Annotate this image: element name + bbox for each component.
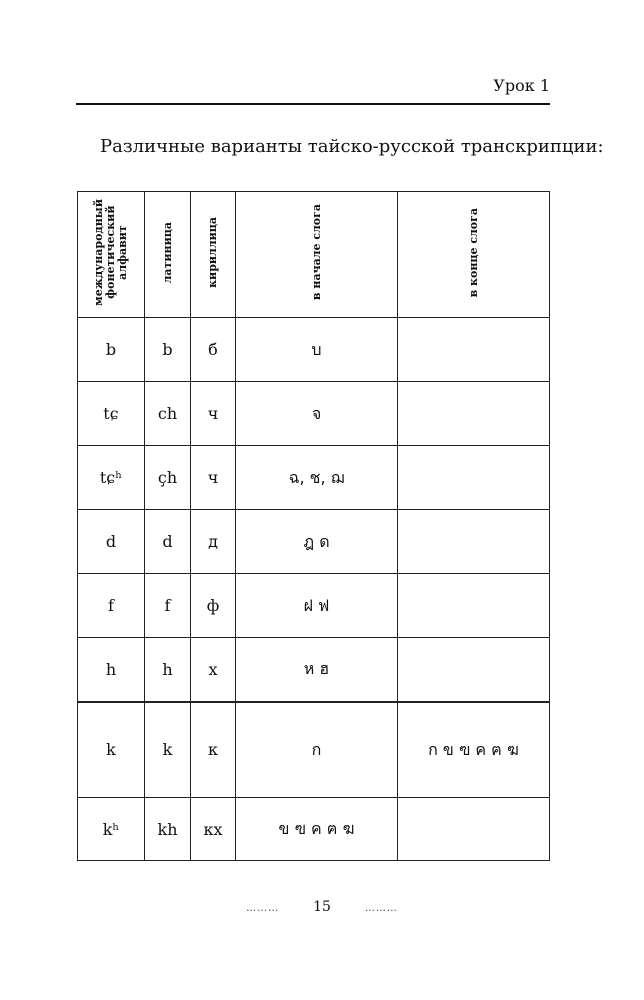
final-cell bbox=[398, 574, 550, 638]
cyrillic-cell: д bbox=[191, 510, 236, 574]
latin-cell: ch bbox=[145, 382, 191, 446]
footer-dots-left: ……… bbox=[246, 903, 280, 914]
latin-cell: f bbox=[145, 574, 191, 638]
col-header-ipa: международный фонетический алфавит bbox=[78, 192, 145, 318]
final-cell bbox=[398, 446, 550, 510]
cyrillic-cell: ч bbox=[191, 382, 236, 446]
footer-dots-right: ……… bbox=[364, 903, 398, 914]
initial-cell: ห ฮ bbox=[236, 638, 398, 702]
initial-cell: ฉ, ช, ฌ bbox=[236, 446, 398, 510]
ipa-cell: kʰ bbox=[78, 798, 145, 861]
final-cell bbox=[398, 382, 550, 446]
table-row bbox=[78, 574, 550, 638]
cyrillic-cell: б bbox=[191, 318, 236, 382]
cyrillic-cell: х bbox=[191, 638, 236, 702]
latin-cell: h bbox=[145, 638, 191, 702]
latin-cell: çh bbox=[145, 446, 191, 510]
ipa-cell: f bbox=[78, 574, 145, 638]
table-caption: Различные варианты тайско-русской транскрипции: bbox=[100, 136, 604, 157]
ipa-cell: b bbox=[78, 318, 145, 382]
initial-cell: ฎ ด bbox=[236, 510, 398, 574]
final-cell: ก ข ฃ ค ฅ ฆ bbox=[398, 702, 550, 798]
ipa-cell: tɕ bbox=[78, 382, 145, 446]
col-header-latin: латиница bbox=[145, 192, 191, 318]
latin-cell: b bbox=[145, 318, 191, 382]
header-rule bbox=[76, 103, 550, 105]
latin-cell: d bbox=[145, 510, 191, 574]
cyrillic-cell: кх bbox=[191, 798, 236, 861]
initial-cell: ฝ ฟ bbox=[236, 574, 398, 638]
final-cell bbox=[398, 798, 550, 861]
table-row bbox=[78, 318, 550, 382]
table-row bbox=[78, 702, 550, 798]
table-row bbox=[78, 510, 550, 574]
page-number-line bbox=[0, 899, 644, 915]
latin-cell: k bbox=[145, 702, 191, 798]
initial-cell: ก bbox=[236, 702, 398, 798]
col-header-final: в конце слога bbox=[398, 192, 550, 318]
ipa-cell: h bbox=[78, 638, 145, 702]
table-row bbox=[78, 446, 550, 510]
cyrillic-cell: к bbox=[191, 702, 236, 798]
cyrillic-cell: ч bbox=[191, 446, 236, 510]
table-row bbox=[78, 382, 550, 446]
table-header-row bbox=[78, 192, 550, 318]
col-header-initial: в начале слога bbox=[236, 192, 398, 318]
table-row bbox=[78, 638, 550, 702]
transcription-table bbox=[77, 191, 550, 861]
latin-cell: kh bbox=[145, 798, 191, 861]
final-cell bbox=[398, 638, 550, 702]
initial-cell: บ bbox=[236, 318, 398, 382]
page-number: 15 bbox=[313, 899, 331, 915]
initial-cell: จ bbox=[236, 382, 398, 446]
ipa-cell: k bbox=[78, 702, 145, 798]
final-cell bbox=[398, 510, 550, 574]
ipa-cell: d bbox=[78, 510, 145, 574]
table-row bbox=[78, 798, 550, 861]
running-head: Урок 1 bbox=[493, 76, 550, 95]
initial-cell: ข ฃ ค ฅ ฆ bbox=[236, 798, 398, 861]
ipa-cell: tɕʰ bbox=[78, 446, 145, 510]
cyrillic-cell: ф bbox=[191, 574, 236, 638]
final-cell bbox=[398, 318, 550, 382]
col-header-cyrillic: кириллица bbox=[191, 192, 236, 318]
